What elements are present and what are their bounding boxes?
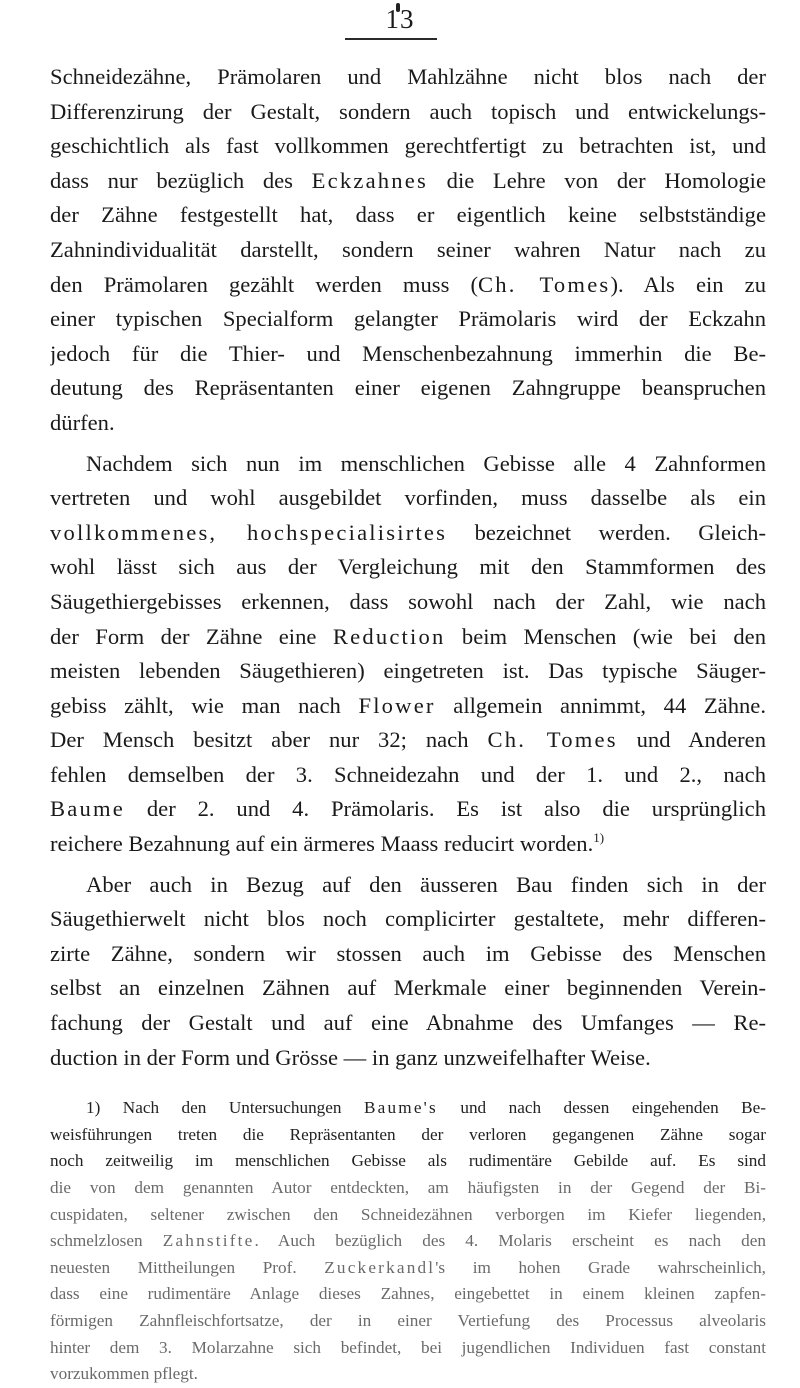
text-line bbox=[50, 585, 766, 620]
text-line bbox=[50, 447, 766, 482]
text-line bbox=[50, 481, 766, 516]
text-run: die von dem genannten Autor entdeckten, am häufigsten in der Gegend der Bi- bbox=[50, 1178, 766, 1197]
paragraph bbox=[50, 868, 766, 1076]
text-run: die Lehre von der Homologie bbox=[428, 167, 766, 193]
spaced-emphasis: Reduction bbox=[332, 623, 446, 649]
text-line bbox=[50, 723, 766, 758]
spaced-emphasis: Baume's bbox=[363, 1098, 438, 1118]
page-number: 13 bbox=[385, 4, 415, 34]
text-run: zirte Zähne, sondern wir stossen auch im Gebisse des Menschen bbox=[50, 940, 766, 966]
text-line bbox=[50, 792, 766, 827]
text-run: vertreten und wohl ausgebildet vorfinden, muss dasselbe als ein bbox=[50, 485, 766, 511]
paragraphs bbox=[50, 60, 766, 1075]
spaced-emphasis: Flower bbox=[358, 692, 436, 718]
text-run: fachung der Gestalt und auf eine Abnahme des Umfanges — Re- bbox=[50, 1010, 766, 1036]
text-run: schmelzlosen bbox=[50, 1231, 163, 1251]
text-line bbox=[50, 268, 766, 303]
text-run: wohl lässt sich aus der Vergleichung mit den Stammformen des bbox=[50, 554, 766, 580]
text-run: reichere Bezahnung auf ein ärmeres Maass reducirt worden. bbox=[50, 831, 594, 857]
text-run: und nach dessen eingehenden Be- bbox=[437, 1098, 766, 1118]
text-line bbox=[50, 60, 766, 95]
footnote-line bbox=[50, 1228, 766, 1255]
footnote-line bbox=[50, 1122, 766, 1149]
text-line bbox=[50, 516, 766, 551]
text-run: förmigen Zahnfleischfortsatze, der in einer Vertiefung des Processus alveolaris bbox=[50, 1310, 766, 1330]
text-run: neuesten Mittheilungen Prof. bbox=[50, 1257, 325, 1277]
text-run: duction in der Form und Grösse — in ganz unzweifelhafter Weise. bbox=[50, 1044, 651, 1070]
text-run: Differenzirung der Gestalt, sondern auch topisch und entwickelungs- bbox=[50, 98, 766, 124]
footnote-line bbox=[50, 1175, 766, 1202]
spaced-emphasis: Ch. Tomes bbox=[487, 727, 618, 753]
text-run: beim Menschen (wie bei den bbox=[445, 623, 766, 649]
text-run: 's im hohen Grade wahrscheinlich, bbox=[435, 1257, 766, 1277]
text-run: fehlen demselben der 3. Schneidezahn und der 1. und 2., nach bbox=[50, 761, 766, 787]
spaced-emphasis: Zahnstifte bbox=[162, 1231, 255, 1251]
text-line bbox=[50, 198, 766, 233]
spaced-emphasis: Zuckerkandl bbox=[324, 1257, 436, 1277]
text-line bbox=[50, 758, 766, 793]
text-run: dass nur bezüglich des bbox=[50, 167, 312, 193]
body-text bbox=[50, 60, 766, 1388]
text-run: hinter dem 3. Molarzahne sich befindet, bei jugendlichen Individuen fast constant bbox=[50, 1337, 766, 1357]
text-run: noch zeitweilig im menschlichen Gebisse als rudimentäre Gebilde auf. Es sind bbox=[50, 1151, 766, 1171]
text-run: ). Als ein zu bbox=[610, 271, 766, 297]
text-line bbox=[50, 95, 766, 130]
text-line bbox=[50, 827, 766, 862]
text-run: meisten lebenden Säugethieren) eingetreten ist. Das typische Säuger- bbox=[50, 658, 766, 684]
footnote-line bbox=[50, 1148, 766, 1175]
text-line bbox=[50, 689, 766, 724]
footnote-line bbox=[50, 1308, 766, 1335]
text-run: 1) Nach den Untersuchungen bbox=[86, 1098, 364, 1118]
spaced-emphasis: Ch. Tomes bbox=[478, 271, 611, 297]
text-run: der Form der Zähne eine bbox=[50, 623, 333, 649]
text-run: Nachdem sich nun im menschlichen Gebisse alle 4 Zahnformen bbox=[86, 450, 766, 476]
text-line bbox=[50, 654, 766, 689]
text-line bbox=[50, 620, 766, 655]
text-run: einer typischen Specialform gelangter Prämolaris wird der Eckzahn bbox=[50, 306, 766, 332]
paragraph bbox=[50, 447, 766, 862]
page-number-rule bbox=[345, 38, 437, 40]
text-line bbox=[50, 233, 766, 268]
text-run: vorzukommen pflegt. bbox=[50, 1364, 198, 1384]
footnote-line bbox=[50, 1281, 766, 1308]
footnote bbox=[50, 1095, 766, 1388]
text-line bbox=[50, 129, 766, 164]
text-run: der 2. und 4. Prämolaris. Es ist also die ursprünglich bbox=[125, 796, 766, 822]
text-run: Schneidezähne, Prämolaren und Mahlzähne nicht blos nach der bbox=[50, 64, 766, 89]
footnote-line bbox=[50, 1255, 766, 1282]
paragraph bbox=[50, 60, 766, 441]
text-run: weisführungen treten die Repräsentanten der verloren gegangenen Zähne sogar bbox=[50, 1124, 766, 1144]
text-line bbox=[50, 406, 766, 441]
text-line bbox=[50, 164, 766, 199]
text-run: Aber auch in Bezug auf den äusseren Bau finden sich in der bbox=[86, 871, 766, 897]
text-run: allgemein annimmt, 44 Zähne. bbox=[435, 692, 766, 718]
footnote-line bbox=[50, 1335, 766, 1362]
text-line bbox=[50, 902, 766, 937]
footnote-line bbox=[50, 1202, 766, 1229]
text-run: gebiss zählt, wie man nach bbox=[50, 692, 359, 718]
text-line bbox=[50, 371, 766, 406]
text-run: Säugethiergebisses erkennen, dass sowohl nach der Zahl, wie nach bbox=[50, 588, 766, 614]
text-line bbox=[50, 337, 766, 372]
text-line bbox=[50, 868, 766, 903]
text-run: Säugethierwelt nicht blos noch complicirter gestaltete, mehr differen- bbox=[50, 906, 766, 932]
text-run: bezeichnet werden. Gleich- bbox=[447, 519, 766, 545]
text-run: dass eine rudimentäre Anlage dieses Zahnes, eingebettet in einem kleinen zapfen- bbox=[50, 1284, 766, 1304]
text-run: Zahnindividualität darstellt, sondern seiner wahren Natur nach zu bbox=[50, 236, 766, 262]
text-run: Der Mensch besitzt aber nur 32; nach bbox=[50, 727, 488, 753]
text-line bbox=[50, 550, 766, 585]
footnote-line bbox=[50, 1095, 766, 1122]
text-run: den Prämolaren gezählt werden muss ( bbox=[50, 271, 478, 297]
footnote-line bbox=[50, 1361, 766, 1388]
text-run: geschichtlich als fast vollkommen gerechtfertigt zu betrachten ist, und bbox=[50, 133, 766, 159]
spaced-emphasis: Baume bbox=[50, 796, 125, 822]
spaced-emphasis: Eckzahnes bbox=[311, 167, 429, 193]
text-run: dürfen. bbox=[50, 409, 115, 435]
text-run: und Anderen bbox=[617, 727, 766, 753]
text-line bbox=[50, 302, 766, 337]
spaced-emphasis: vollkommenes, hochspecialisirtes bbox=[50, 519, 448, 545]
text-run: selbst an einzelnen Zähnen auf Merkmale einer beginnenden Verein- bbox=[50, 975, 766, 1001]
text-line bbox=[50, 1041, 766, 1076]
text-run: . Auch bezüglich des 4. Molaris erscheint es nach den bbox=[254, 1231, 766, 1251]
text-run: deutung des Repräsentanten einer eigenen Zahngruppe beanspruchen bbox=[50, 375, 766, 401]
text-line bbox=[50, 971, 766, 1006]
footnote-marker: 1) bbox=[593, 830, 605, 846]
text-run: der Zähne festgestellt hat, dass er eigentlich keine selbstständige bbox=[50, 202, 766, 228]
text-line bbox=[50, 937, 766, 972]
text-line bbox=[50, 1006, 766, 1041]
text-run: jedoch für die Thier- und Menschenbezahnung immerhin die Be- bbox=[50, 340, 766, 366]
text-run: cuspidaten, seltener zwischen den Schneidezähnen verborgen im Kiefer liegenden, bbox=[50, 1204, 766, 1224]
